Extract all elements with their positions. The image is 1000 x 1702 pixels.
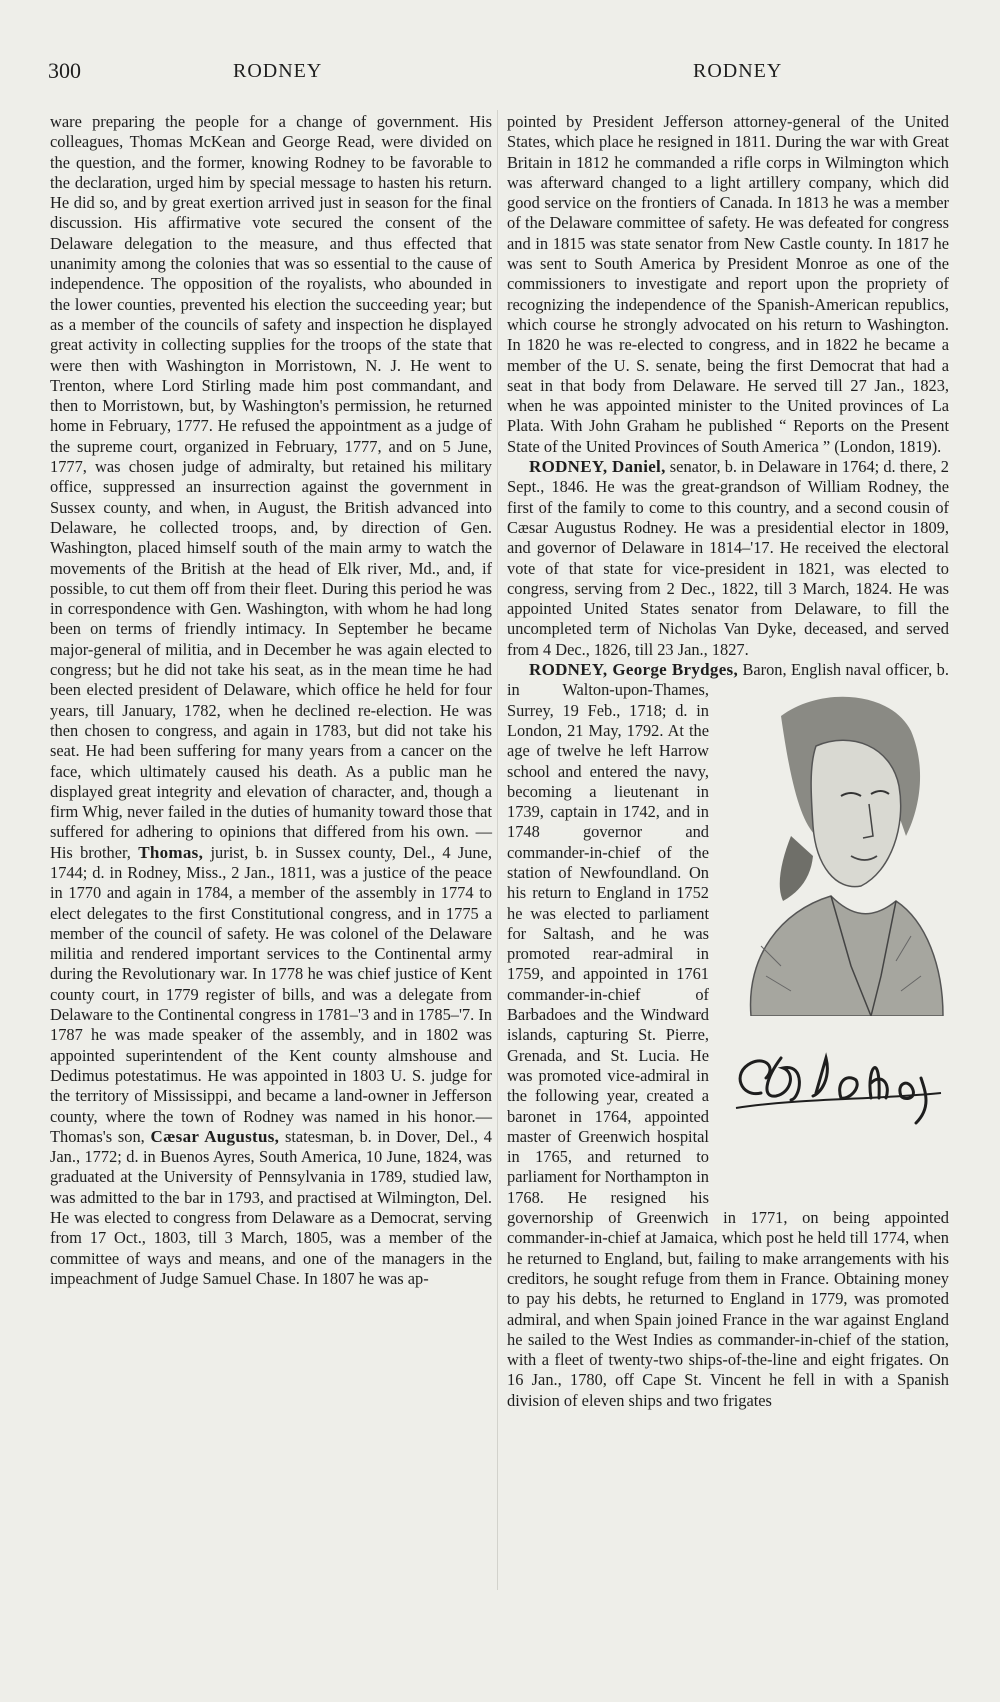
right-running-head: RODNEY xyxy=(693,60,783,82)
portrait-figure xyxy=(721,686,949,1186)
portrait-engraving xyxy=(721,686,949,1016)
entry-george-brydges-rodney xyxy=(507,660,949,1411)
left-running-head: RODNEY xyxy=(233,60,323,82)
page-number: 300 xyxy=(48,58,81,83)
entry-continuation-paragraph xyxy=(507,112,949,457)
entry-continuation-paragraph xyxy=(50,112,492,1289)
entry-heading-george-brydges: RODNEY, George Brydges, xyxy=(529,660,739,680)
right-column xyxy=(507,112,949,1411)
signature-image xyxy=(721,1038,949,1128)
body-text: senator, b. in Delaware in 1764; d. there, 2 Sept., 1846. He was the great-grandson of William Rodney, the first of the family to come to this country, and a second cousin of Cæsar Augustus Rodney. He was a presidential elector in 1809, and governor of Delaware in 1814–'17. He received the electoral vote of that state for vice-president in 1821, was elected to congress, serving from 2 Dec., 1822, till 3 March, 1824. He was appointed United States senator from Delaware, to fill the uncompleted term of Nicholas Van Dyke, deceased, and served from 4 Dec., 1826, till 23 Jan., 1827. xyxy=(507,457,949,659)
entry-heading-thomas: Thomas, xyxy=(138,842,204,862)
body-text: pointed by President Jefferson attorney-general of the United States, which place he resigned in 1811. During the war with Great Britain in 1812 he commanded a rifle corps in Wilmington which was afterward changed to a light artillery company, which did good service on the frontiers of Canada. In 1813 he was a member of the Delaware committee of safety. He was defeated for congress and in 1815 was state senator from New Castle county. In 1817 he was sent to South America by President Monroe as one of the commissioners to investigate and report upon the propriety of recognizing the independence of the Spanish-American republics, which course he strongly advocated on his return to Washington. In 1820 he was re-elected to congress, and in 1822 he became a member of the U. S. senate, being the first Democrat that had a seat in that body from Delaware. He served till 27 Jan., 1823, when he was appointed minister to the United provinces of La Plata. With John Graham he published “ Reports on the Present State of the United Provinces of South America ” (London, 1819). xyxy=(507,112,949,456)
entry-heading-daniel: RODNEY, Daniel, xyxy=(529,457,666,477)
body-text: statesman, b. in Dover, Del., 4 Jan., 1772; d. in Buenos Ayres, South America, 10 June, 1824, was graduated at the University of Pennsylvania in 1789, studied law, was admitted to the bar in 1793, and practised at Wilmington, Del. He was elected to congress from Delaware as a Democrat, serving from 17 Oct., 1803, till 3 March, 1805, was a member of the committee of ways and means, and one of the managers in the impeachment of Judge Samuel Chase. In 1807 he was ap- xyxy=(50,1126,492,1288)
running-header xyxy=(48,58,948,88)
body-text: Baron, English naval officer, b. in Walton-upon-Thames, Surrey, 19 Feb., 1718; d. in London, 21 May, 1792. At the age of twelve he left Harrow school and entered the navy, becoming a lieutenant in 1739, captain in 1742, and in 1748 governor and commander-in-chief of the station of Newfoundland. On his return to England in 1752 he was elected to parliament for Saltash, and he was promoted rear-admiral in 1759, and appointed in 1761 commander-in-chief of Barbadoes and the Windward islands, capturing St. Pierre, Grenada, and St. Lucia. He was promoted vice-admiral in the following year, created a baronet in 1764, appointed master of Greenwich hospital in 1765, and returned to parliament for Northampton in 1768. He resigned his governorship of Greenwich in 1771, on being appointed commander-in-chief at Jamaica, which post he held till 1774, when he returned to England, but, failing to make arrangements with his creditors, he sought refuge from them in France. Obtaining money to pay his debts, he returned to England in 1779, was promoted admiral, and when Spain joined France in the war against England he sailed to the West Indies as commander-in-chief of the station, with a fleet of twenty-two ships-of-the-line and eight frigates. On 16 Jan., 1780, off Cape St. Vincent he fell in with a Spanish division of eleven ships and two frigates xyxy=(507,660,949,1410)
body-text: ware preparing the people for a change of government. His colleagues, Thomas McKean and George Read, were divided on the question, and the former, knowing Rodney to be favorable to the declaration, urged him by special message to hasten his return. He did so, and by great exertion arrived just in season for the final discussion. His affirmative vote secured the consent of the Delaware delegation to the measure, and thus effected that unanimity among the colonies that was so essential to the cause of independence. The opposition of the royalists, who abounded in the lower counties, prevented his election the succeeding year; but as a member of the councils of safety and inspection he displayed great activity in collecting supplies for the troops of the state that were then with Washington in Morristown, N. J. He went to Trenton, where Lord Stirling made him post commandant, and then to Morristown, but, by Washington's permission, he returned home in February, 1777. He refused the appointment as a judge of the supreme court, organized in February, 1777, and on 5 June, 1777, was chosen judge of admiralty, but retained his military office, suppressed an insurrection against the government in Sussex county, and when, in August, the British advanced into Delaware, he collected troops, and, by direction of Gen. Washington, placed himself south of the main army to watch the movements of the British at the head of Elk river, Md., and, if possible, to cut them off from their fleet. During this period he was in correspondence with Gen. Washington, with whom he had long been on terms of friendly intimacy. In September he became major-general of militia, and in December he was again elected to congress; but he did not take his seat, as in the mean time he had been elected president of Delaware, which office he held for four years, till January, 1782, when he declined re-election. He was then chosen to congress, and again in 1783, but did not take his seat. He had been suffering for many years from a cancer on the face, which ultimately caused his death. As a public man he displayed great integrity and elevation of character, and, though a firm Whig, never failed in the duties of humanity toward those that suffered for adhering to opinions that differed from his own. — His brother, xyxy=(50,112,492,862)
left-column xyxy=(50,112,492,1289)
entry-daniel-rodney xyxy=(507,457,949,660)
column-divider xyxy=(497,110,498,1590)
entry-heading-caesar-augustus: Cæsar Augustus, xyxy=(150,1126,280,1146)
body-text: jurist, b. in Sussex county, Del., 4 June, 1744; d. in Rodney, Miss., 2 Jan., 1811, was a justice of the peace in 1770 and again in 1784, a member of the assembly in 1774 to elect delegates to the first Constitutional congress, and in 1775 a member of the council of safety. He was colonel of the Delaware militia and rendered important services to the Continental army during the Revolutionary war. In 1778 he was chief justice of Kent county court, in 1779 register of bills, and was a delegate from Delaware to the Continental congress in 1781–'3 and in 1785–'7. In 1787 he was made speaker of the assembly, and in 1802 was appointed superintendent of the Kent county almshouse and Dedimus potestatimus. He was appointed in 1803 U. S. judge for the territory of Mississippi, and became a land-owner in Jefferson county, where the town of Rodney was named in his honor.—Thomas's son, xyxy=(50,842,492,1146)
